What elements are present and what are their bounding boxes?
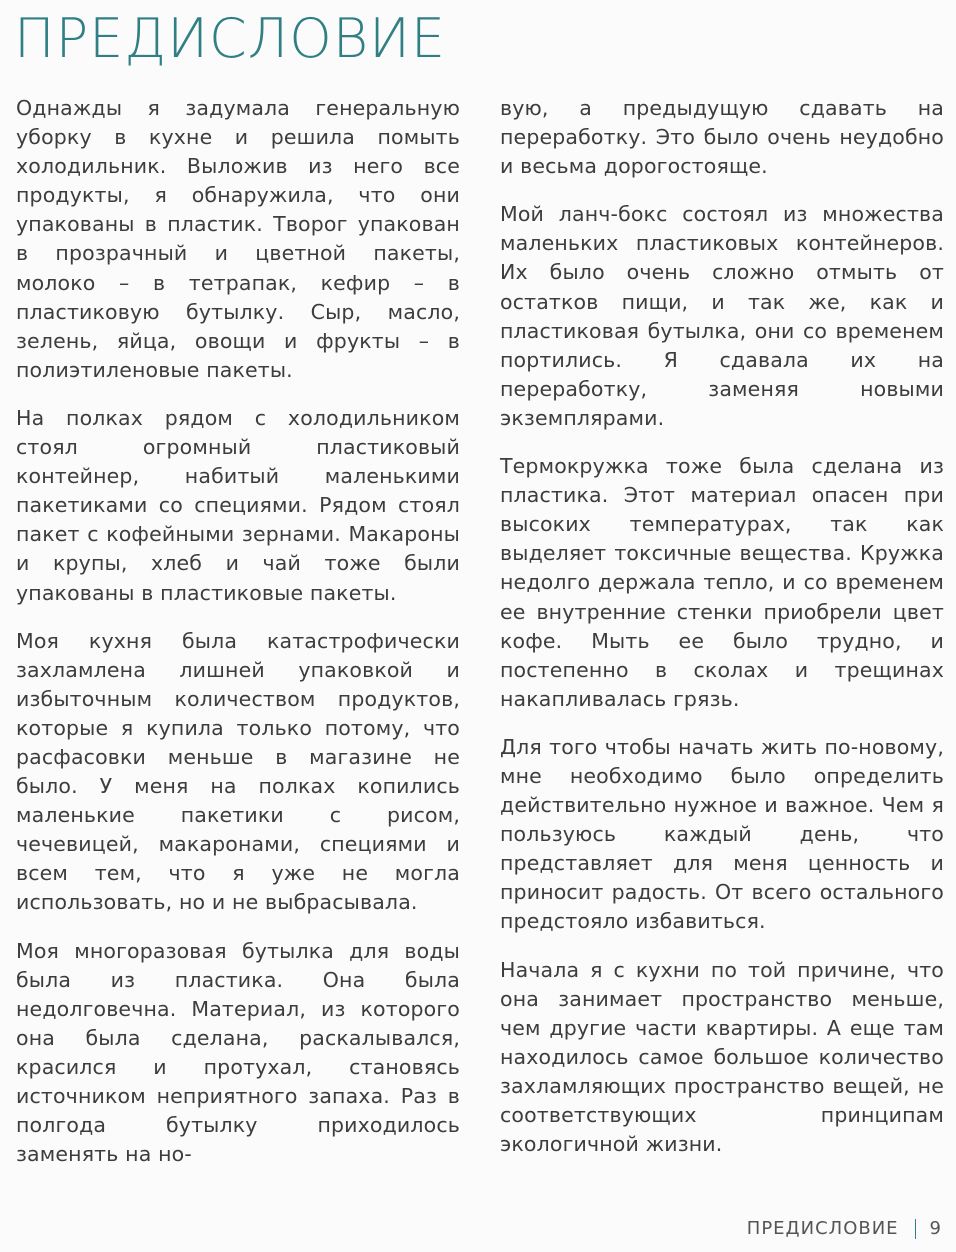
paragraph: Мой ланч-бокс состоял из множества маленьких пластиковых контейнеров. Их было очень сложно отмыть от остатков пищи, и так же, как и пластиковая бутылка, они со временем портились. Я сдавала их на переработку, заменяя новыми экземплярами. xyxy=(500,202,944,430)
paragraph: На полках рядом с холодильником стоял огромный пластиковый контейнер, набитый маленькими пакетиками со специями. Рядом стоял пакет с кофейными зернами. Макароны и крупы, хлеб и чай тоже были упакованы в пластиковые пакеты. xyxy=(16,405,460,605)
paragraph: Моя многоразовая бутылка для воды была из пластика. Она была недолговечна. Материал, из которого она была сделана, раскалывался, красился и протухал, становясь источником неприятного запаха. Раз в полгода бутылку приходилось заменять на но- xyxy=(16,938,460,1167)
page-number: 9 xyxy=(929,1218,942,1239)
running-header-label: ПРЕДИСЛОВИЕ xyxy=(746,1218,899,1239)
paragraph: Термокружка тоже была сделана из пластика. Этот материал опасен при высоких температурах, так как выделяет токсичные вещества. Кружка недолго держала тепло, и со временем ее внутренние стенки приобрели цвет кофе. Мыть ее было трудно, и постепенно в сколах и трещинах накапливалась грязь. xyxy=(500,454,944,711)
right-column xyxy=(500,94,944,1178)
page-title: ПРЕДИСЛОВИЕ xyxy=(14,7,447,70)
footer-divider xyxy=(915,1219,916,1239)
paragraph: Для того чтобы начать жить по-новому, мне необходимо было определить действительно нужное и важное. Чем я пользуюсь каждый день, что представляет для меня ценность и приносит радость. От всего остального предстояло избавиться. xyxy=(500,734,944,934)
page-footer xyxy=(747,1218,942,1239)
left-column xyxy=(16,94,460,1188)
paragraph: Начала я с кухни по той причине, что она занимает пространство меньше, чем другие части квартиры. А еще там находилось самое большое количество захламляющих пространство вещей, не соответствующих принципам экологичной жизни. xyxy=(500,957,944,1157)
paragraph: Моя кухня была катастрофически захламлена лишней упаковкой и избыточным количеством продуктов, которые я купила только потому, что расфасовки меньше в магазине не было. У меня на полках копились маленькие пакетики с рисом, чечевицей, макаронами, специями и всем тем, что я уже не могла использовать, но и не выбрасывала. xyxy=(16,628,460,915)
paragraph: Однажды я задумала генеральную уборку в кухне и решила помыть холодильник. Выложив из него все продукты, я обнаружила, что они упакованы в пластик. Творог упакован в прозрачный и цветной пакеты, молоко – в тетрапак, кефир – в пластиковую бутылку. Сыр, масло, зелень, яйца, овощи и фрукты – в полиэтиленовые пакеты. xyxy=(16,96,460,382)
paragraph: вую, а предыдущую сдавать на переработку. Это было очень неудобно и весьма дорогостояще. xyxy=(500,96,944,179)
